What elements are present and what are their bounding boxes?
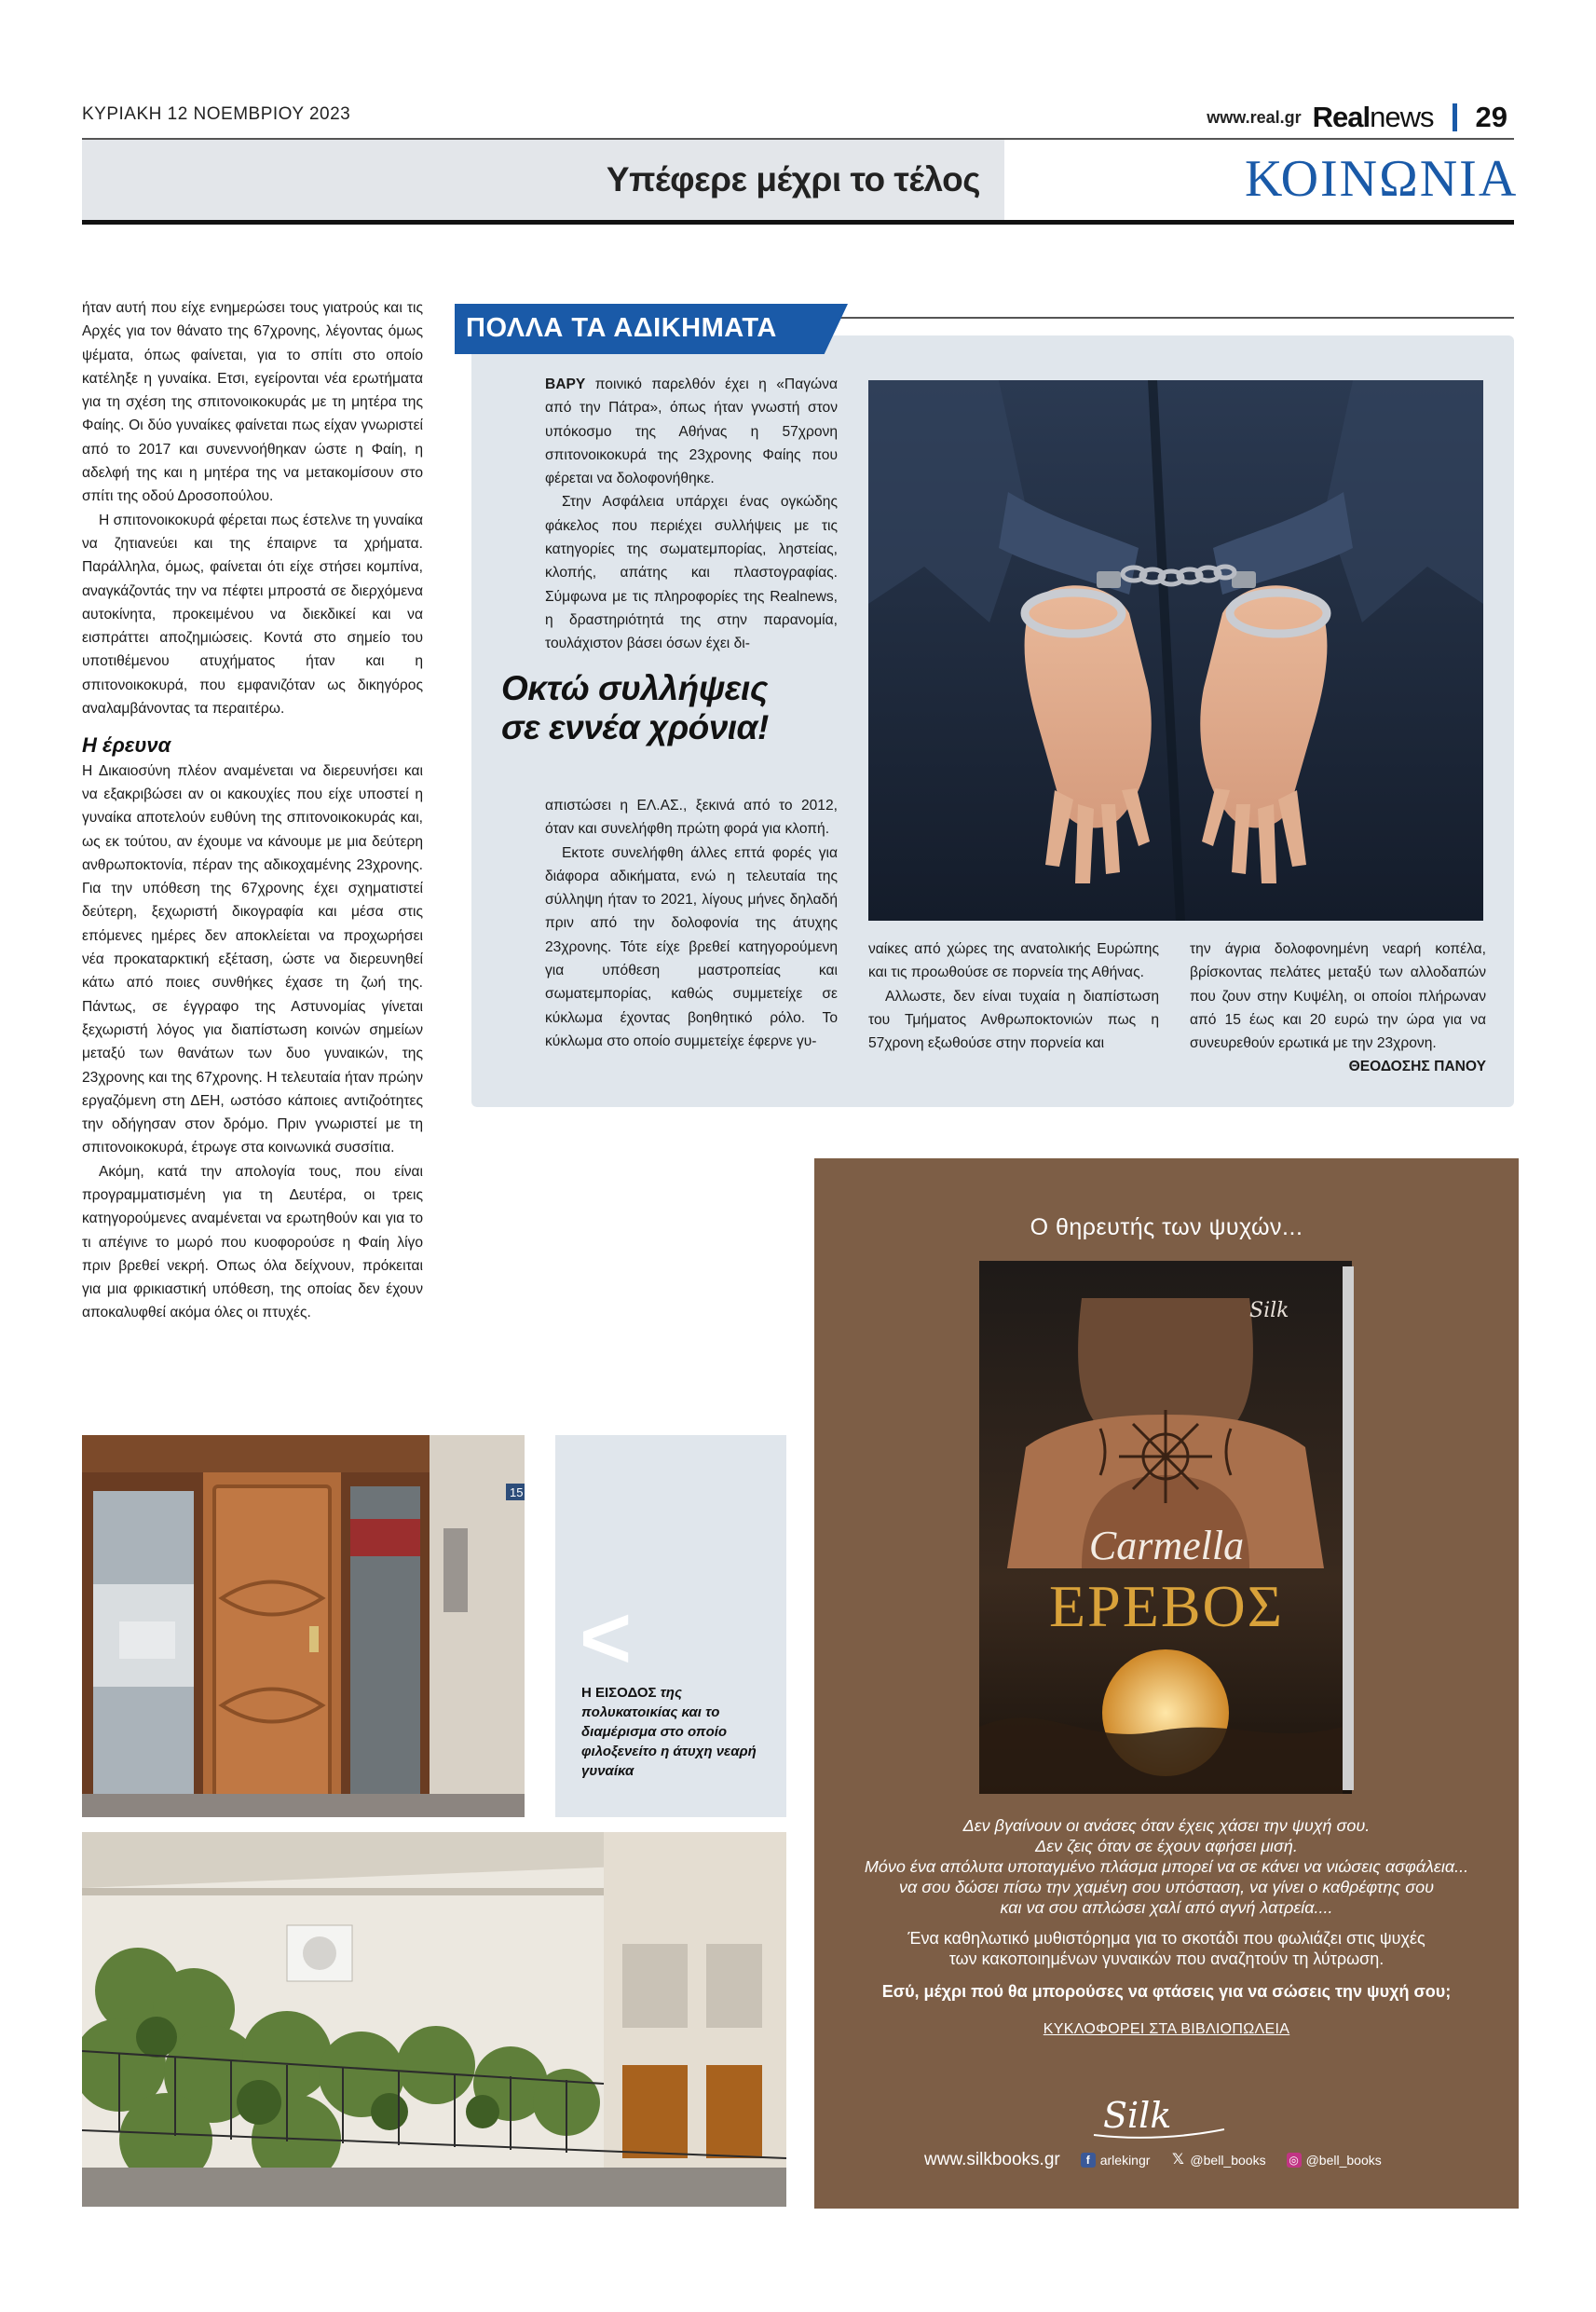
building-photo — [82, 1832, 786, 2207]
sidebar-column-2 — [868, 937, 1159, 1055]
x-icon: 𝕏 — [1171, 2152, 1184, 2168]
sidebar-paragraph: Στην Ασφάλεια υπάρχει ένας ογκώδης φάκελος που περιέχει συλλήψεις με τις κατηγορίες της σωματεμπορίας, ληστείας, κλοπής, απάτης και πλαστογραφίας. Σύμφωνα με τις πληροφορίες της Realnews, η δραστηριότητά της στην παρανομία, τουλάχιστον βάσει όσων έχει δι- — [545, 494, 838, 652]
section-name: ΚΟΙΝΩΝΙΑ — [1245, 150, 1519, 208]
book-cover — [970, 1261, 1363, 1794]
sidebar-column-1-top — [545, 373, 838, 656]
photo-caption-box — [555, 1435, 786, 1817]
handcuffs-photo — [868, 380, 1483, 921]
sidebar-paragraph — [545, 373, 838, 490]
issue-date: ΚΥΡΙΑΚΗ 12 ΝΟΕΜΒΡΙΟΥ 2023 — [82, 104, 351, 124]
ad-copy-line: να σου δώσει πίσω την χαμένη σου υπόσταση, να γίνει ο καθρέφτης σου — [898, 1878, 1434, 1896]
brand-light: news — [1370, 101, 1434, 133]
sidebar-paragraph: Εκτοτε συνελήφθη άλλες επτά φορές για διάφορα αδικήματα, ενώ η τελευταία της σύλληψη ήταν το 2021, λίγους μήνες δηλαδή πριν από την δολοφονία της άτυχης 23χρονης. Τότε είχε βρεθεί κατηγορούμενη για υπόθεση μαστροπείας και σωματεμπορίας, καθώς συμμετείχε σε κύκλωμα έχοντας βοηθητικό ρόλο. Το κύκλωμα στο οποίο συμμετείχε έφερνε γυ- — [545, 844, 838, 1049]
door-number: 15 — [510, 1485, 524, 1499]
ad-tagline: Ο θηρευτής των ψυχών... — [1030, 1214, 1303, 1240]
book-publisher: Silk — [1249, 1299, 1289, 1322]
ad-copy-line: Μόνο ένα απόλυτα υποταγμένο πλάσμα μπορεί να σε κάνει να νιώσεις ασφάλεια... — [864, 1857, 1469, 1876]
instagram-link[interactable] — [1287, 2153, 1382, 2168]
facebook-handle: arlekingr — [1099, 2153, 1151, 2168]
ad-copy-line: και να σου απλώσει χαλί από αγνή λατρεία.... — [1000, 1898, 1333, 1917]
facebook-icon: f — [1081, 2153, 1096, 2168]
article-paragraph: Η Δικαιοσύνη πλέον αναμένεται να διερευνήσει και να εξακριβώσει αν οι κακουχίες που είχε υποστεί η γυναίκα αποτελούν ευθύνη της σπιτονοικοκυράς και, ως εκ τούτου, αν έχουμε να κάνουμε με μια δεύτερη ανθρωποκτονία, πέραν της αδικοχαμένης 23χρονης. Για την υπόθεση της 67χρονης έχει σχηματιστεί δεύτερη, ξεχωριστή δικογραφία και μέσα στις επόμενες ημέρες δεν αποκλείεται να προχωρήσει νέα προκαταρκτική εξέταση, ώστε να διερευνηθεί κάτω από ποιες συνθήκες έχασε τη ζωή της. Πάντως, σε έγγραφο της Αστυνομίας γίνεται ξεχωριστή λόγος για διαπίστωση κοινών σημείων μεταξύ των θανάτων των δυο γυναικών, της 23χρονης και της 67χρονης. Η τελευταία ήταν πρώην εργαζόμενη στη ΔΕΗ, ωστόσο κάποιες αντιζοότητες την οδήγησαν στον δρόμο. Πριν γνωριστεί με τη σπιτονοικοκυρά, έτρωγε στα κοινωνικά συσσίτια. — [82, 762, 423, 1156]
article-paragraph: Ακόμη, κατά την απολογία τους, που είναι προγραμματισμένη για τη Δευτέρα, οι τρεις κατηγορούμενες αναμένεται να ερωτηθούν και για το τι απέγινε το μωρό που κυοφορούσε η Φαίη λίγο πριν βρεθεί νεκρή. Οπως όλα δείχνουν, πρόκειται για μια φρικιαστική υπόθεση, της οποίας δεν έχουν αποκαλυφθεί ακόμα όλες οι πτυχές. — [82, 1163, 423, 1321]
silk-logo-text: Silk — [1103, 2095, 1172, 2136]
ad-question: Εσύ, μέχρι πού θα μπορούσες να φτάσεις για να σώσεις την ψυχή σου; — [881, 1982, 1452, 2001]
book-author: Carmella — [1088, 1523, 1245, 1568]
article-paragraph: ήταν αυτή που είχε ενημερώσει τους γιατρούς και τις Αρχές για τον θάνατο της 67χρονης, λέγοντας όμως ψέματα, όπως φαίνεται, για το σπίτι στο οποίο κατέληξε η γυναίκα. Ετσι, εγείρονται νέα ερωτήματα για τη σχέση της σπιτονοικοκυράς με τη μητέρα της Φαίης. Οι δύο γυναίκες φαίνεται πως είχαν γνωριστεί από το 2017 και συνεννοήθηκαν ώστε η Φαίη, η αδελφή της και η μητέρα της να μετακομίσουν στο σπίτι της οδού Δροσοπούλου. — [82, 300, 423, 505]
caption-body: της πολυκατοικίας και το διαμέρισμα στο οποίο φιλοξενείτο η άτυχη νεαρή γυναίκα — [581, 1685, 757, 1779]
article-paragraph: Η σπιτονοικοκυρά φέρεται πως έστελνε τη γυναίκα να ζητιανεύει και της έπαιρνε τα χρήματα. Παράλληλα, όμως, φαίνεται ότι είχε στήσει κομπίνα, αναγκάζοντάς την να πέφτει μπροστά σε διερχόμενα αυτοκίνητα, προκειμένου να διεκδικεί και να εισπράττει αποζημιώσεις. Κοντά στο σημείο του υποτιθέμενου ατυχήματος ήταν και η σπιτονοικοκυρά, που εμφανιζόταν ως δικηγόρος αναλαμβάνοντας τα περαιτέρω. — [82, 512, 423, 718]
ad-footer — [924, 2150, 1481, 2170]
sidebar-text: ποινικό παρελθόν έχει η «Παγώνα από την Πάτρα», όπως ήταν γνωστή στον υπόκοσμο της Αθήνας η 57χρονη σπιτονοικοκυρά της 23χρονης Φαίης που φέρεται να δολοφονήθηκε. — [545, 376, 838, 487]
chevron-left-icon: < — [580, 1588, 633, 1688]
sidebar-paragraph: ναίκες από χώρες της ανατολικής Ευρώπης και τις προωθούσε σε πορνεία της Αθήνας. — [868, 941, 1159, 981]
sidebar-column-3 — [1190, 937, 1486, 1079]
ad-description-line: Ένα καθηλωτικό μυθιστόρημα για το σκοτάδι που φωλιάζει στις ψυχές — [907, 1929, 1425, 1948]
caption-lead: Η ΕΙΣΟΔΟΣ — [581, 1685, 657, 1701]
sidebar-paragraph: απιστώσει η ΕΛ.ΑΣ., ξεκινά από το 2012, όταν και συνελήφθη πρώτη φορά για κλοπή. — [545, 798, 838, 838]
site-url[interactable]: www.real.gr — [1207, 107, 1302, 127]
sidebar-subhead: Οκτώ συλλήψεις σε εννέα χρόνια! — [501, 669, 769, 746]
sidebar-paragraph: Αλλωστε, δεν είναι τυχαία η διαπίστωση του Τμήματος Ανθρωποκτονιών πως η 57χρονη εξωθούσε στην πορνεία και — [868, 988, 1159, 1052]
instagram-handle: @bell_books — [1305, 2153, 1382, 2168]
brand-bold: Real — [1312, 101, 1371, 133]
facebook-link[interactable] — [1081, 2153, 1151, 2168]
entrance-photo — [82, 1435, 525, 1817]
ad-cta-link[interactable]: ΚΥΚΛΟΦΟΡΕΙ ΣΤΑ ΒΙΒΛΙΟΠΩΛΕΙΑ — [1043, 2021, 1290, 2037]
brand-logo — [1313, 101, 1434, 134]
ad-copy — [852, 1815, 1481, 1918]
ad-copy-line: Δεν βγαίνουν οι ανάσες όταν έχεις χάσει την ψυχή σου. — [962, 1816, 1371, 1835]
title-band — [82, 140, 1004, 220]
masthead-divider — [1453, 103, 1457, 131]
silk-logo — [1084, 2088, 1234, 2144]
title-rule — [82, 220, 1514, 225]
sidebar-paragraph: την άγρια δολοφονημένη νεαρή κοπέλα, βρίσκοντας πελάτες μεταξύ των αλλοδαπών που ζουν στην Κυψέλη, οι οποίοι πλήρωναν από 15 έως και 20 ευρώ την ώρα για να συνευρεθούν ερωτικά με την 23χρονη. — [1190, 941, 1486, 1052]
instagram-icon: ◎ — [1287, 2153, 1302, 2168]
book-advertisement[interactable] — [814, 1158, 1519, 2209]
x-handle: @bell_books — [1190, 2153, 1266, 2168]
sidebar-column-1-bottom — [545, 794, 838, 1053]
lead-word: ΒΑΡΥ — [545, 376, 586, 392]
x-link[interactable] — [1170, 2153, 1265, 2168]
ad-copy-line: Δεν ζεις όταν σε έχουν αφήσει μισή. — [1035, 1837, 1298, 1855]
page-number: 29 — [1475, 101, 1507, 133]
book-title: ΕΡΕΒΟΣ — [1049, 1573, 1284, 1639]
ad-description-line: των κακοποιημένων γυναικών που αναζητούν τη λύτρωση. — [948, 1949, 1385, 1968]
article-title: Υπέφερε μέχρι το τέλος — [606, 160, 980, 198]
ad-description — [852, 1928, 1481, 1969]
masthead — [1207, 101, 1507, 134]
byline: ΘΕΟΔΟΣΗΣ ΠΑΝΟΥ — [1348, 1059, 1486, 1075]
article-subhead: Η έρευνα — [82, 733, 171, 758]
photo-caption — [581, 1683, 768, 1781]
ad-url[interactable]: www.silkbooks.gr — [924, 2150, 1060, 2169]
article-left-column — [82, 296, 423, 1325]
sidebar-heading: ΠΟΛΛΑ ΤΑ ΑΔΙΚΗΜΑΤΑ — [466, 313, 777, 343]
